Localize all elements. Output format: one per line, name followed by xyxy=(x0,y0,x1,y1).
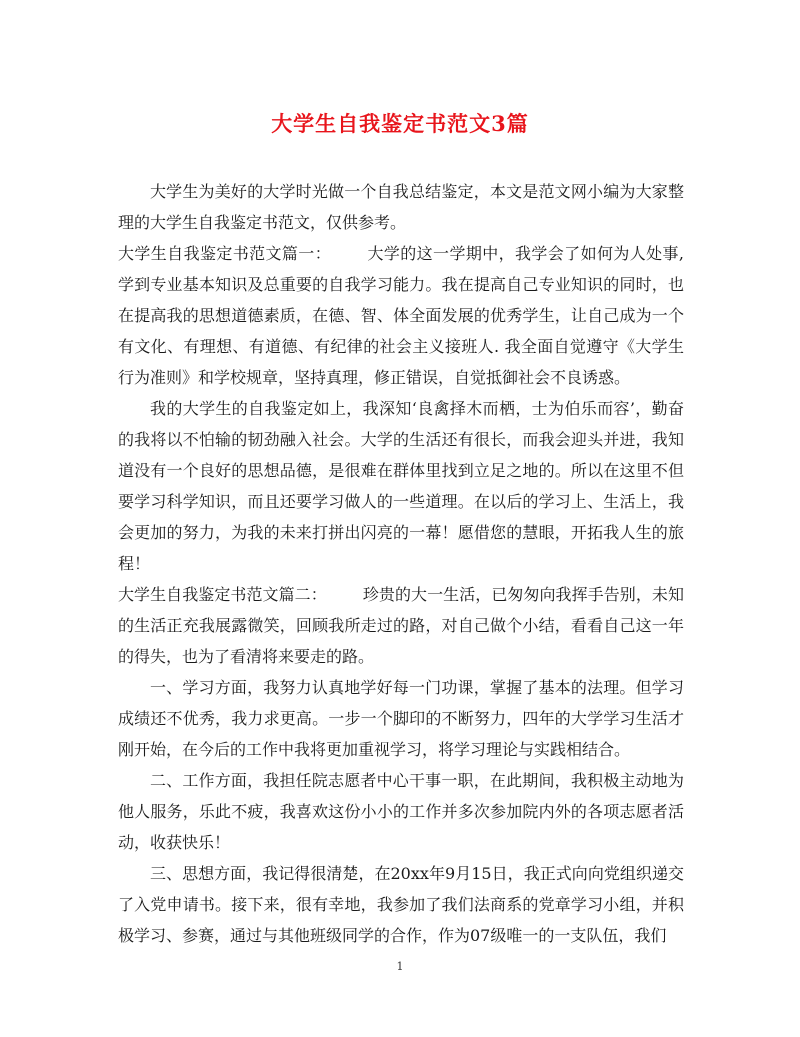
study-paragraph: 一、学习方面，我努力认真地学好每一门功课，掌握了基本的法理。但学习成绩还不优秀，我力求更高。一步一个脚印的不断努力，四年的大学学习生活才刚开始，在今后的工作中我将更加重视学习，将学习理论与实践相结合。 xyxy=(118,678,684,759)
page-number: 1 xyxy=(396,960,404,973)
section2-label: 大学生自我鉴定书范文篇二： xyxy=(118,585,327,604)
document-title: 大学生自我鉴定书范文3篇 xyxy=(271,111,529,136)
thought-paragraph: 三、思想方面，我记得很清楚，在20xx年9月15日，我正式向向党组织递交了入党申请书。接下来，很有幸地，我参加了我们法商系的党章学习小组，并积极学习、参赛，通过与其他班级同学的合作，作为07级唯一的一支队伍，我们 xyxy=(118,864,684,945)
section1-label: 大学生自我鉴定书范文篇一： xyxy=(118,244,332,263)
section1-paragraph xyxy=(118,238,684,393)
section1-second-paragraph: 我的大学生的自我鉴定如上，我深知‘良禽择木而栖，士为伯乐而容’，勤奋的我将以不怕输的韧劲融入社会。大学的生活还有很长，而我会迎头并进，我知道没有一个良好的思想品德，是很难在群体里找到立足之地的。所以在这里不但要学习科学知识，而且还要学习做人的一些道理。在以后的学习上、生活上，我会更加的努力，为我的未来打拼出闪亮的一幕！愿借您的慧眼，开拓我人生的旅程！ xyxy=(118,399,684,573)
document-body xyxy=(118,176,684,951)
work-paragraph: 二、工作方面，我担任院志愿者中心干事一职，在此期间，我积极主动地为他人服务，乐此不疲，我喜欢这份小小的工作并多次参加院内外的各项志愿者活动，收获快乐！ xyxy=(118,771,684,852)
section1-text: 大学的这一学期中，我学会了如何为人处事,学到专业基本知识及总重要的自我学习能力。我在提高自己专业知识的同时，也在提高我的思想道德素质，在德、智、体全面发展的优秀学生，让自己成为一个有文化、有理想、有道德、有纪律的社会主义接班人. 我全面自觉遵守《大学生行为准则》和学校规章，坚持真理，修正错误，自觉抵御社会不良诱惑。 xyxy=(118,244,684,387)
intro-paragraph: 大学生为美好的大学时光做一个自我总结鉴定，本文是范文网小编为大家整理的大学生自我鉴定书范文，仅供参考。 xyxy=(118,182,684,232)
section2-text: 珍贵的大一生活，已匆匆向我挥手告别，未知的生活正充我展露微笑，回顾我所走过的路，对自己做个小结，看看自己这一年的得失，也为了看清将来要走的路。 xyxy=(118,585,684,666)
section2-paragraph xyxy=(118,579,684,672)
